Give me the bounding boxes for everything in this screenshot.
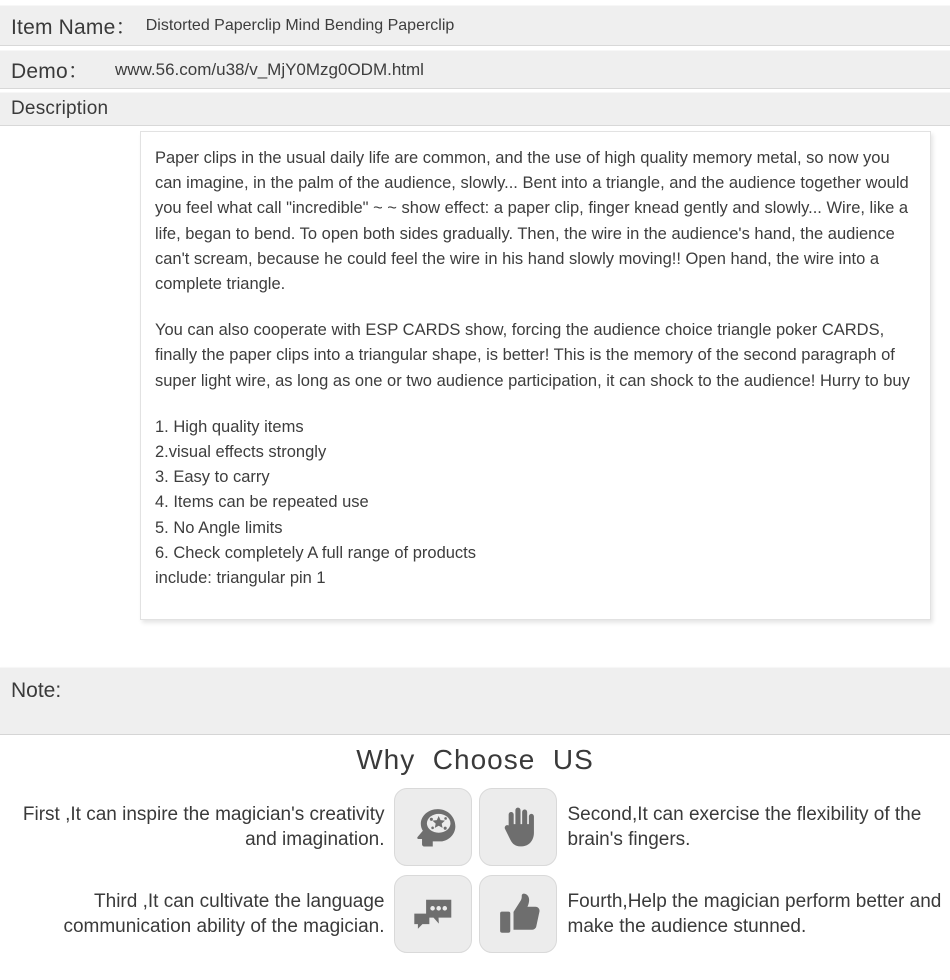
why-reason-second: Second,It can exercise the flexibility of the brain's fingers. <box>567 803 922 850</box>
icon-pair-row-1 <box>394 788 557 866</box>
item-name-value: Distorted Paperclip Mind Bending Paperclip <box>145 16 455 34</box>
list-item: 6. Check completely A full range of products <box>155 543 477 562</box>
demo-label: Demo： <box>11 59 90 83</box>
chat-bubbles-icon <box>394 875 472 953</box>
open-hand-icon <box>479 788 557 866</box>
thumbs-up-icon <box>479 875 557 953</box>
why-choose-us-grid <box>0 783 950 957</box>
why-row <box>0 870 950 957</box>
description-paragraph-2: You can also cooperate with ESP CARDS show, forcing the audience choice triangle poker CARDS, finally the paper clips into a triangular shape, is better! This is the memory of the second paragraph of super light wire, as long as one or two audience participation, it can shock to the audience! Hurry to buy <box>155 321 910 390</box>
description-paragraph-1: Paper clips in the usual daily life are common, and the use of high quality memory metal, so now you can imagine, in the palm of the audience, slowly... Bent into a triangle, and the audience together would you feel what call "incredible" ~ ~ show effect: a paper clip, finger knead gently and slowly... Wire, like a life, began to bend. To open both sides gradually. Then, the wire in the audience's hand, the audience can't scream, because he could feel the wire in his hand slowly moving!! Open hand, the wire into a complete triangle. <box>155 149 909 294</box>
why-choose-us-title: Why Choose US <box>356 744 594 775</box>
why-row <box>0 783 950 870</box>
description-content-box <box>140 131 931 620</box>
why-reason-third: Third ,It can cultivate the language communication ability of the magician. <box>63 890 385 937</box>
list-item: include: triangular pin 1 <box>155 569 326 588</box>
icon-pair-row-2 <box>394 875 557 953</box>
why-reason-fourth: Fourth,Help the magician perform better and make the audience stunned. <box>567 890 942 937</box>
note-row <box>0 667 950 735</box>
description-header-row <box>0 92 950 126</box>
list-item: 1. High quality items <box>155 417 304 436</box>
list-item: 5. No Angle limits <box>155 518 283 537</box>
list-item: 4. Items can be repeated use <box>155 493 369 512</box>
item-name-row <box>0 5 950 46</box>
feature-list <box>155 415 914 591</box>
item-name-label: Item Name： <box>11 15 137 39</box>
demo-url-value[interactable]: www.56.com/u38/v_MjY0Mzg0ODM.html <box>115 59 424 79</box>
head-brain-creativity-icon <box>394 788 472 866</box>
demo-row <box>0 50 950 89</box>
description-label: Description <box>11 98 109 119</box>
why-choose-us-section <box>0 735 950 980</box>
why-reason-first: First ,It can inspire the magician's creativity and imagination. <box>22 803 385 850</box>
list-item: 3. Easy to carry <box>155 468 270 487</box>
note-label: Note: <box>11 679 62 702</box>
list-item: 2.visual effects strongly <box>155 443 327 462</box>
